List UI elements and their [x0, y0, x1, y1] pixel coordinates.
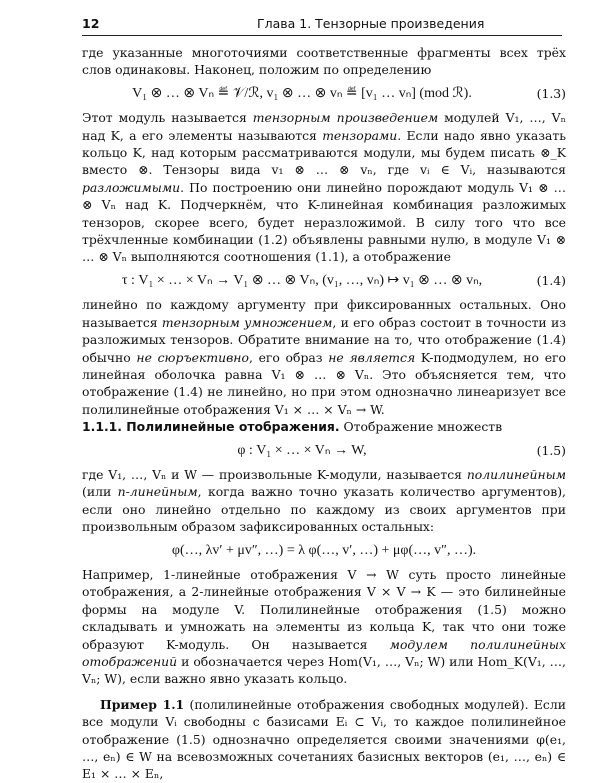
- paragraph-intro: где указанные многоточиями соответственные фрагменты всех трёх слов одинаковы. Наконец, положим по определению: [82, 45, 566, 78]
- equation-expression: V₁ ⊗ … ⊗ Vₙ ≝ 𝒱/ℛ, v₁ ⊗ … ⊗ vₙ ≝ [v₁ … vₙ] (mod ℛ).: [132, 85, 472, 101]
- term-tensor-product: тензорным произведением: [252, 110, 439, 126]
- header-rule: [82, 35, 562, 36]
- equation-expression: φ(…, λv′ + μv″, …) = λ φ(…, v′, …) + μφ(…, v″, …).: [171, 542, 477, 558]
- equation-expression: φ : V₁ × … × Vₙ → W,: [237, 442, 367, 458]
- equation-1-5: [82, 442, 566, 459]
- equation-number: (1.5): [536, 442, 566, 458]
- equation-1-3: [82, 85, 566, 102]
- term-module-of-multilinear-maps: модулем полилинейных отображений: [82, 636, 566, 669]
- equation-linearity: [82, 542, 566, 559]
- example-paragraph: [82, 696, 566, 783]
- section-title: 1.1.1. Полилинейные отображения.: [82, 419, 340, 435]
- term-decomposable: разложимыми: [82, 179, 181, 195]
- paragraph-tensor-multiplication: линейно по каждому аргументу при фиксированных остальных. Оно называется тензорным умножением, и его образ состоит в точности из разложимых тензоров. Обратите внимание на то, что отображение (1.4) обычно не сюръективно, его образ не является K-подмодулем, но его линейная оболочка равна V₁ ⊗ … ⊗ Vₙ. Это объясняется тем, что отображение (1.4) не линейно, но при этом однозначно линеаризует все полилинейные отображения V₁ × … × Vₙ → W.: [82, 297, 567, 417]
- term-is-not: не является: [328, 349, 416, 365]
- equation-number: (1.4): [536, 272, 566, 288]
- term-tensor-multiplication: тензорным умножением: [161, 314, 333, 330]
- page-header: [82, 12, 562, 34]
- equation-1-4: [82, 272, 566, 289]
- paragraph-multilinear: где V₁, …, Vₙ и W — произвольные K-модули, называется полилинейным (или n-линейным, когда важно точно указать количество аргументов), если оно линейно отдельно по каждому из своих аргументов при произвольным образом зафиксированных остальных:: [82, 466, 566, 535]
- page-number: 12: [82, 16, 100, 31]
- term-multilinear: полилинейным: [466, 466, 566, 482]
- term-tensors: тензорами: [322, 127, 398, 143]
- paragraph-examples: Например, 1-линейные отображения V → W суть просто линейные отображения, а 2-линейные отображения V × V → K — это билинейные формы на модуле V. Полилинейные отображения (1.5) можно складывать и умножать на элементы из кольца K, так что они тоже образуют K-модуль. Он называется модулем полилинейных отображений и обозначается через Hom(V₁, …, Vₙ; W) или Hom_K(V₁, …, Vₙ; W), если важно явно указать кольцо.: [82, 566, 566, 687]
- running-title: Глава 1. Тензорные произведения: [257, 16, 485, 31]
- equation-number: (1.3): [536, 85, 566, 101]
- example-title: Пример 1.1: [100, 696, 185, 712]
- term-not-surjective: не сюръективно: [136, 349, 249, 365]
- equation-expression: τ : V₁ × … × Vₙ → V₁ ⊗ … ⊗ Vₙ, (v₁, …, vₙ) ↦ v₁ ⊗ … ⊗ vₙ,: [121, 272, 483, 288]
- section-intro-text: Отображение множеств: [339, 419, 503, 435]
- example-text: (полилинейные отображения свободных модулей). Если все модули Vᵢ свободны с базисами Eᵢ ⊂ Vᵢ, то каждое полилинейное отображение (1.5) однозначно определяется своими значениями φ(e₁, …, eₙ) ∈ W на всевозможных сочетаниях базисных векторов (e₁, …, eₙ) ∈ E₁ × … × Eₙ,: [82, 696, 566, 782]
- paragraph-tensor-product: Этот модуль называется тензорным произведением модулей V₁, …, Vₙ над K, а его элементы называются тензорами. Если надо явно указать кольцо K, над которым рассматриваются модули, мы будем писать ⊗_K вместо ⊗. Тензоры вида v₁ ⊗ … ⊗ vₙ, где vᵢ ∈ Vᵢ, называются разложимыми. По построению они линейно порождают модуль V₁ ⊗ … ⊗ Vₙ над K. Подчеркнём, что K-линейная комбинация разложимых тензоров, скорее всего, будет неразложимой. В силу того что все трёхчленные комбинации (1.2) объявлены равными нулю, в модуле V₁ ⊗ … ⊗ Vₙ выполняются соотношения (1.1), а отображение: [82, 110, 566, 265]
- term-n-linear: n-линейным: [117, 484, 198, 500]
- page-body: [82, 44, 566, 783]
